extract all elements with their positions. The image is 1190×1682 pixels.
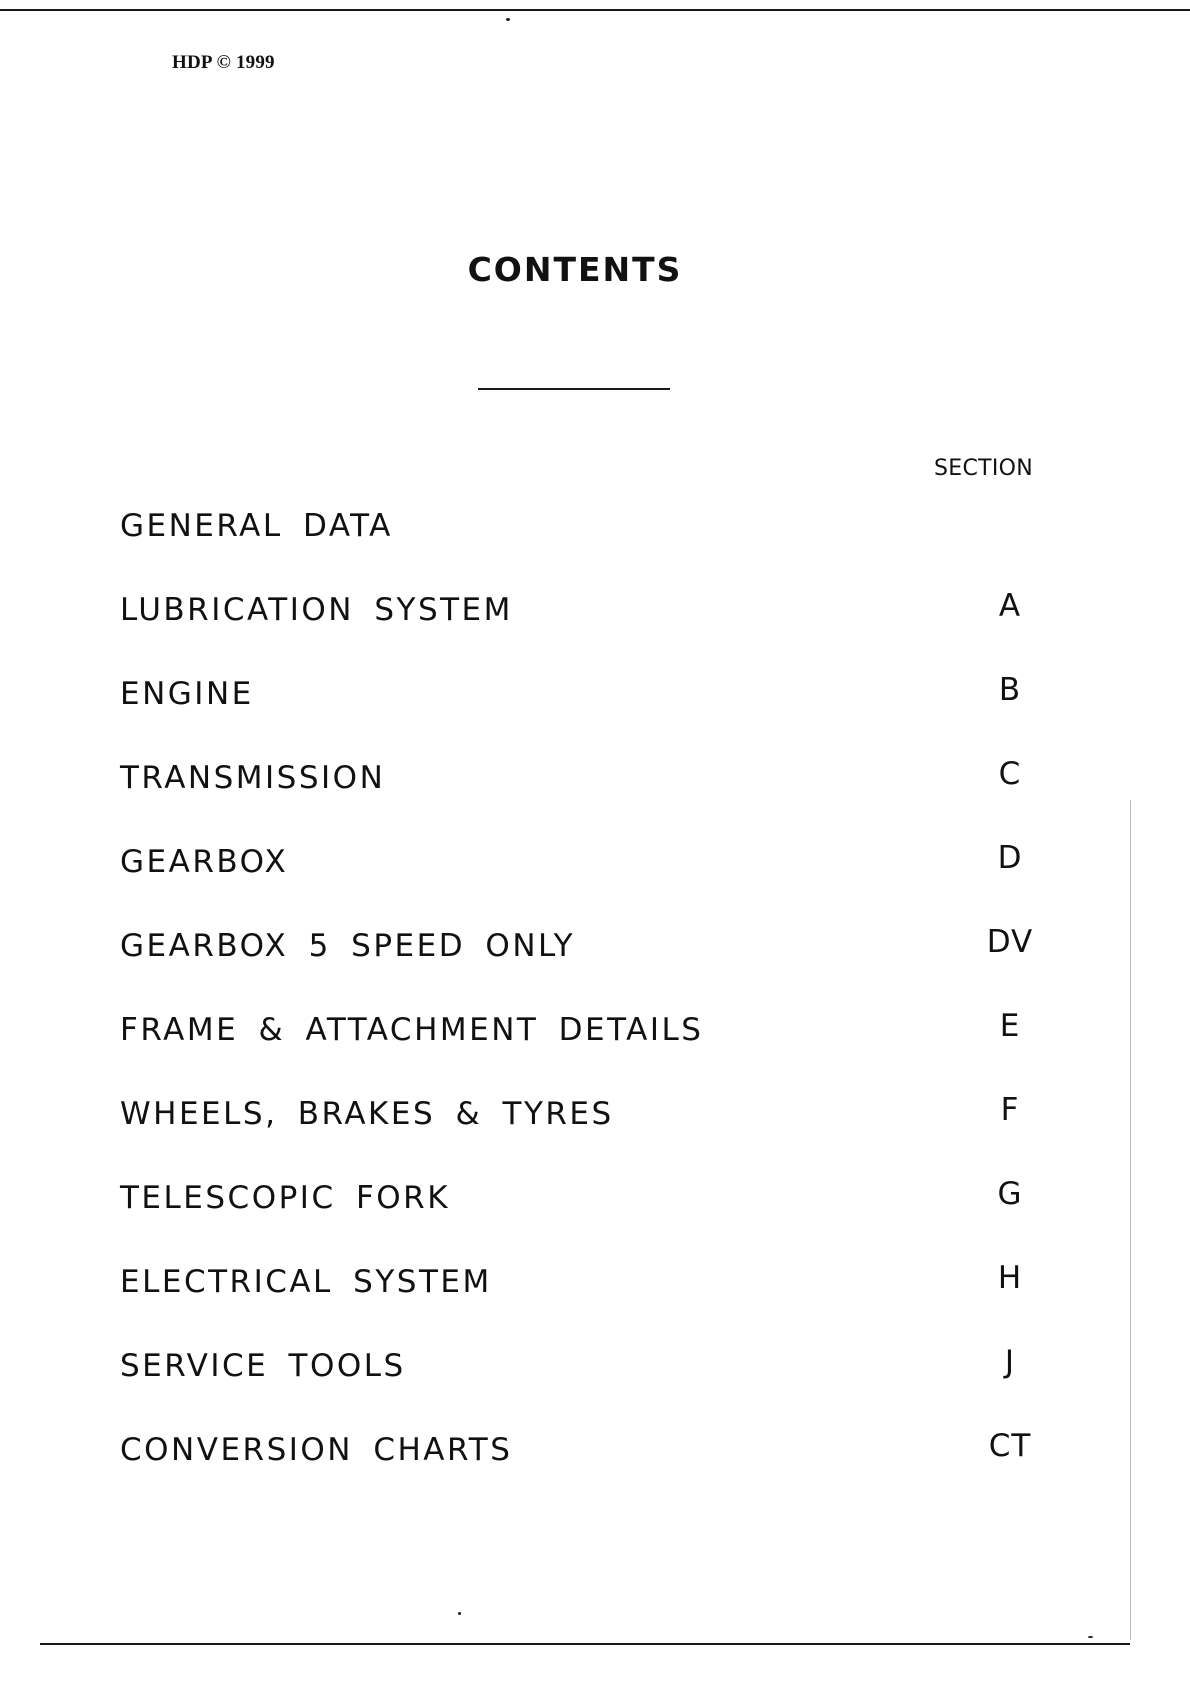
contents-row-title: TELESCOPIC FORK [120,1180,451,1216]
contents-row-section: C [998,756,1022,792]
page-title: CONTENTS [467,250,683,289]
contents-row-title: TRANSMISSION [120,760,386,796]
contents-row-telescopic-fork [120,1172,1080,1256]
contents-row-section: A [998,588,1022,624]
contents-row-transmission [120,752,1080,836]
contents-row-section: D [997,840,1023,876]
contents-row-electrical-system [120,1256,1080,1340]
contents-row-service-tools [120,1340,1080,1424]
contents-row-title: WHEELS, BRAKES & TYRES [120,1096,614,1132]
contents-row-title: CONVERSION CHARTS [120,1432,513,1468]
contents-row-section: H [997,1260,1023,1296]
contents-row-frame-attachment [120,1004,1080,1088]
contents-row-title: GEARBOX [120,844,289,880]
contents-row-title: GENERAL DATA [120,508,393,544]
contents-row-section: J [1004,1344,1016,1380]
contents-list [120,500,1080,1508]
bottom-scan-border [40,1643,1130,1645]
contents-row-section: CT [988,1428,1032,1464]
contents-row-title: GEARBOX 5 SPEED ONLY [120,928,576,964]
contents-row-general-data [120,500,1080,584]
right-scan-edge [1130,800,1131,1640]
contents-row-section: G [997,1176,1023,1212]
contents-row-gearbox [120,836,1080,920]
contents-row-gearbox-5-speed [120,920,1080,1004]
contents-row-title: LUBRICATION SYSTEM [120,592,513,628]
contents-row-section: F [1000,1092,1020,1128]
scan-speck [506,18,510,21]
contents-row-conversion-charts [120,1424,1080,1508]
section-column-header: SECTION [934,456,1034,481]
top-scan-border [0,9,1190,11]
contents-row-engine [120,668,1080,752]
contents-row-title: ELECTRICAL SYSTEM [120,1264,492,1300]
contents-row-title: FRAME & ATTACHMENT DETAILS [120,1012,704,1048]
contents-row-title: SERVICE TOOLS [120,1348,406,1384]
copyright-mark: HDP © 1999 [172,52,275,73]
contents-row-wheels-brakes-tyres [120,1088,1080,1172]
scan-speck [458,1612,461,1615]
contents-row-section: B [998,672,1022,708]
contents-row-title: ENGINE [120,676,254,712]
contents-row-section: DV [986,924,1034,960]
title-underline [478,388,670,390]
scan-speck [1088,1636,1093,1638]
contents-row-lubrication-system [120,584,1080,668]
contents-row-section: E [999,1008,1021,1044]
